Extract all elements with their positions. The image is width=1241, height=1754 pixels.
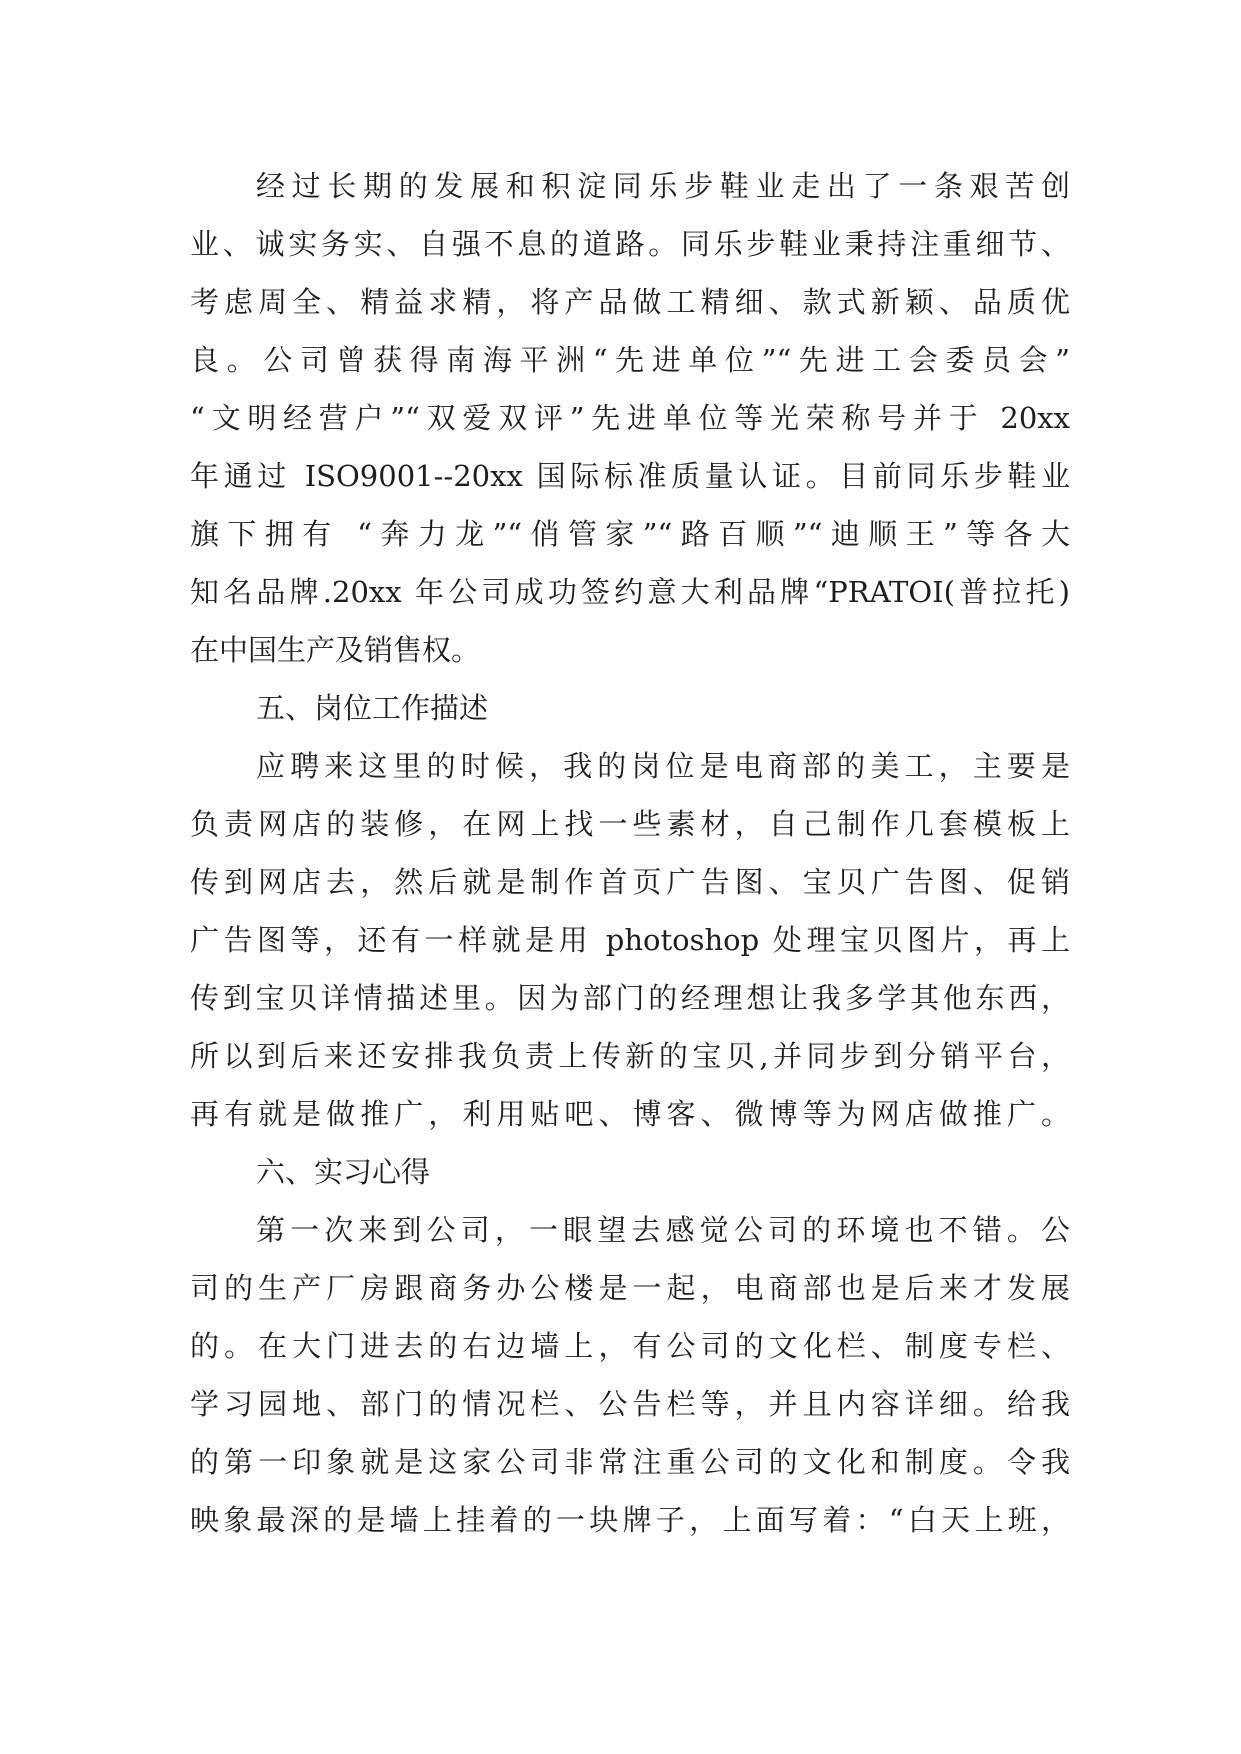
text-line: 经过长期的发展和积淀同乐步鞋业走出了一条艰苦创 — [256, 169, 1070, 203]
text-line: 的第一印象就是这家公司非常注重公司的文化和制度。令我 — [190, 1445, 1070, 1479]
text-line: 考虑周全、精益求精，将产品做工精细、款式新颖、品质优 — [190, 285, 1070, 319]
text-line: 旗下拥有 “奔力龙”“俏管家”“路百顺”“迪顺王”等各大 — [190, 517, 1070, 551]
text-line: “文明经营户”“双爱双评”先进单位等光荣称号并于 20xx — [190, 401, 1070, 435]
text-line: 年通过 ISO9001--20xx 国际标准质量认证。目前同乐步鞋业 — [190, 459, 1070, 493]
text-line: 良。公司曾获得南海平洲“先进单位”“先进工会委员会” — [190, 343, 1070, 377]
text-line: 传到宝贝详情描述里。因为部门的经理想让我多学其他东西， — [190, 981, 1070, 1015]
text-line: 第一次来到公司，一眼望去感觉公司的环境也不错。公 — [256, 1213, 1070, 1247]
text-line: 学习园地、部门的情况栏、公告栏等，并且内容详细。给我 — [190, 1387, 1070, 1421]
text-line: 司的生产厂房跟商务办公楼是一起，电商部也是后来才发展 — [190, 1271, 1070, 1305]
text-line: 知名品牌.20xx 年公司成功签约意大利品牌“PRATOI(普拉托) — [190, 575, 1070, 609]
section-heading-job-description — [190, 679, 1070, 737]
text-line: 传到网店去，然后就是制作首页广告图、宝贝广告图、促销 — [190, 865, 1070, 899]
paragraph-job-description — [190, 737, 1070, 1143]
text-line: 所以到后来还安排我负责上传新的宝贝,并同步到分销平台， — [190, 1039, 1070, 1073]
text-line: 业、诚实务实、自强不息的道路。同乐步鞋业秉持注重细节、 — [190, 227, 1070, 261]
text-line: 的。在大门进去的右边墙上，有公司的文化栏、制度专栏、 — [190, 1329, 1070, 1363]
text-line: 应聘来这里的时候，我的岗位是电商部的美工，主要是 — [256, 749, 1070, 783]
section-heading: 六、实习心得 — [256, 1155, 431, 1189]
text-line: 映象最深的是墙上挂着的一块牌子，上面写着：“白天上班， — [190, 1503, 1070, 1537]
text-line: 负责网店的装修，在网上找一些素材，自己制作几套模板上 — [190, 807, 1070, 841]
document-body — [190, 157, 1070, 1549]
paragraph-company-history — [190, 157, 1070, 679]
text-line: 广告图等，还有一样就是用 photoshop 处理宝贝图片，再上 — [190, 923, 1070, 957]
section-heading-internship-reflections — [190, 1143, 1070, 1201]
text-line: 在中国生产及销售权。 — [190, 633, 481, 667]
section-heading: 五、岗位工作描述 — [256, 691, 489, 725]
paragraph-internship-reflections — [190, 1201, 1070, 1549]
text-line: 再有就是做推广，利用贴吧、博客、微博等为网店做推广。 — [190, 1097, 1070, 1131]
